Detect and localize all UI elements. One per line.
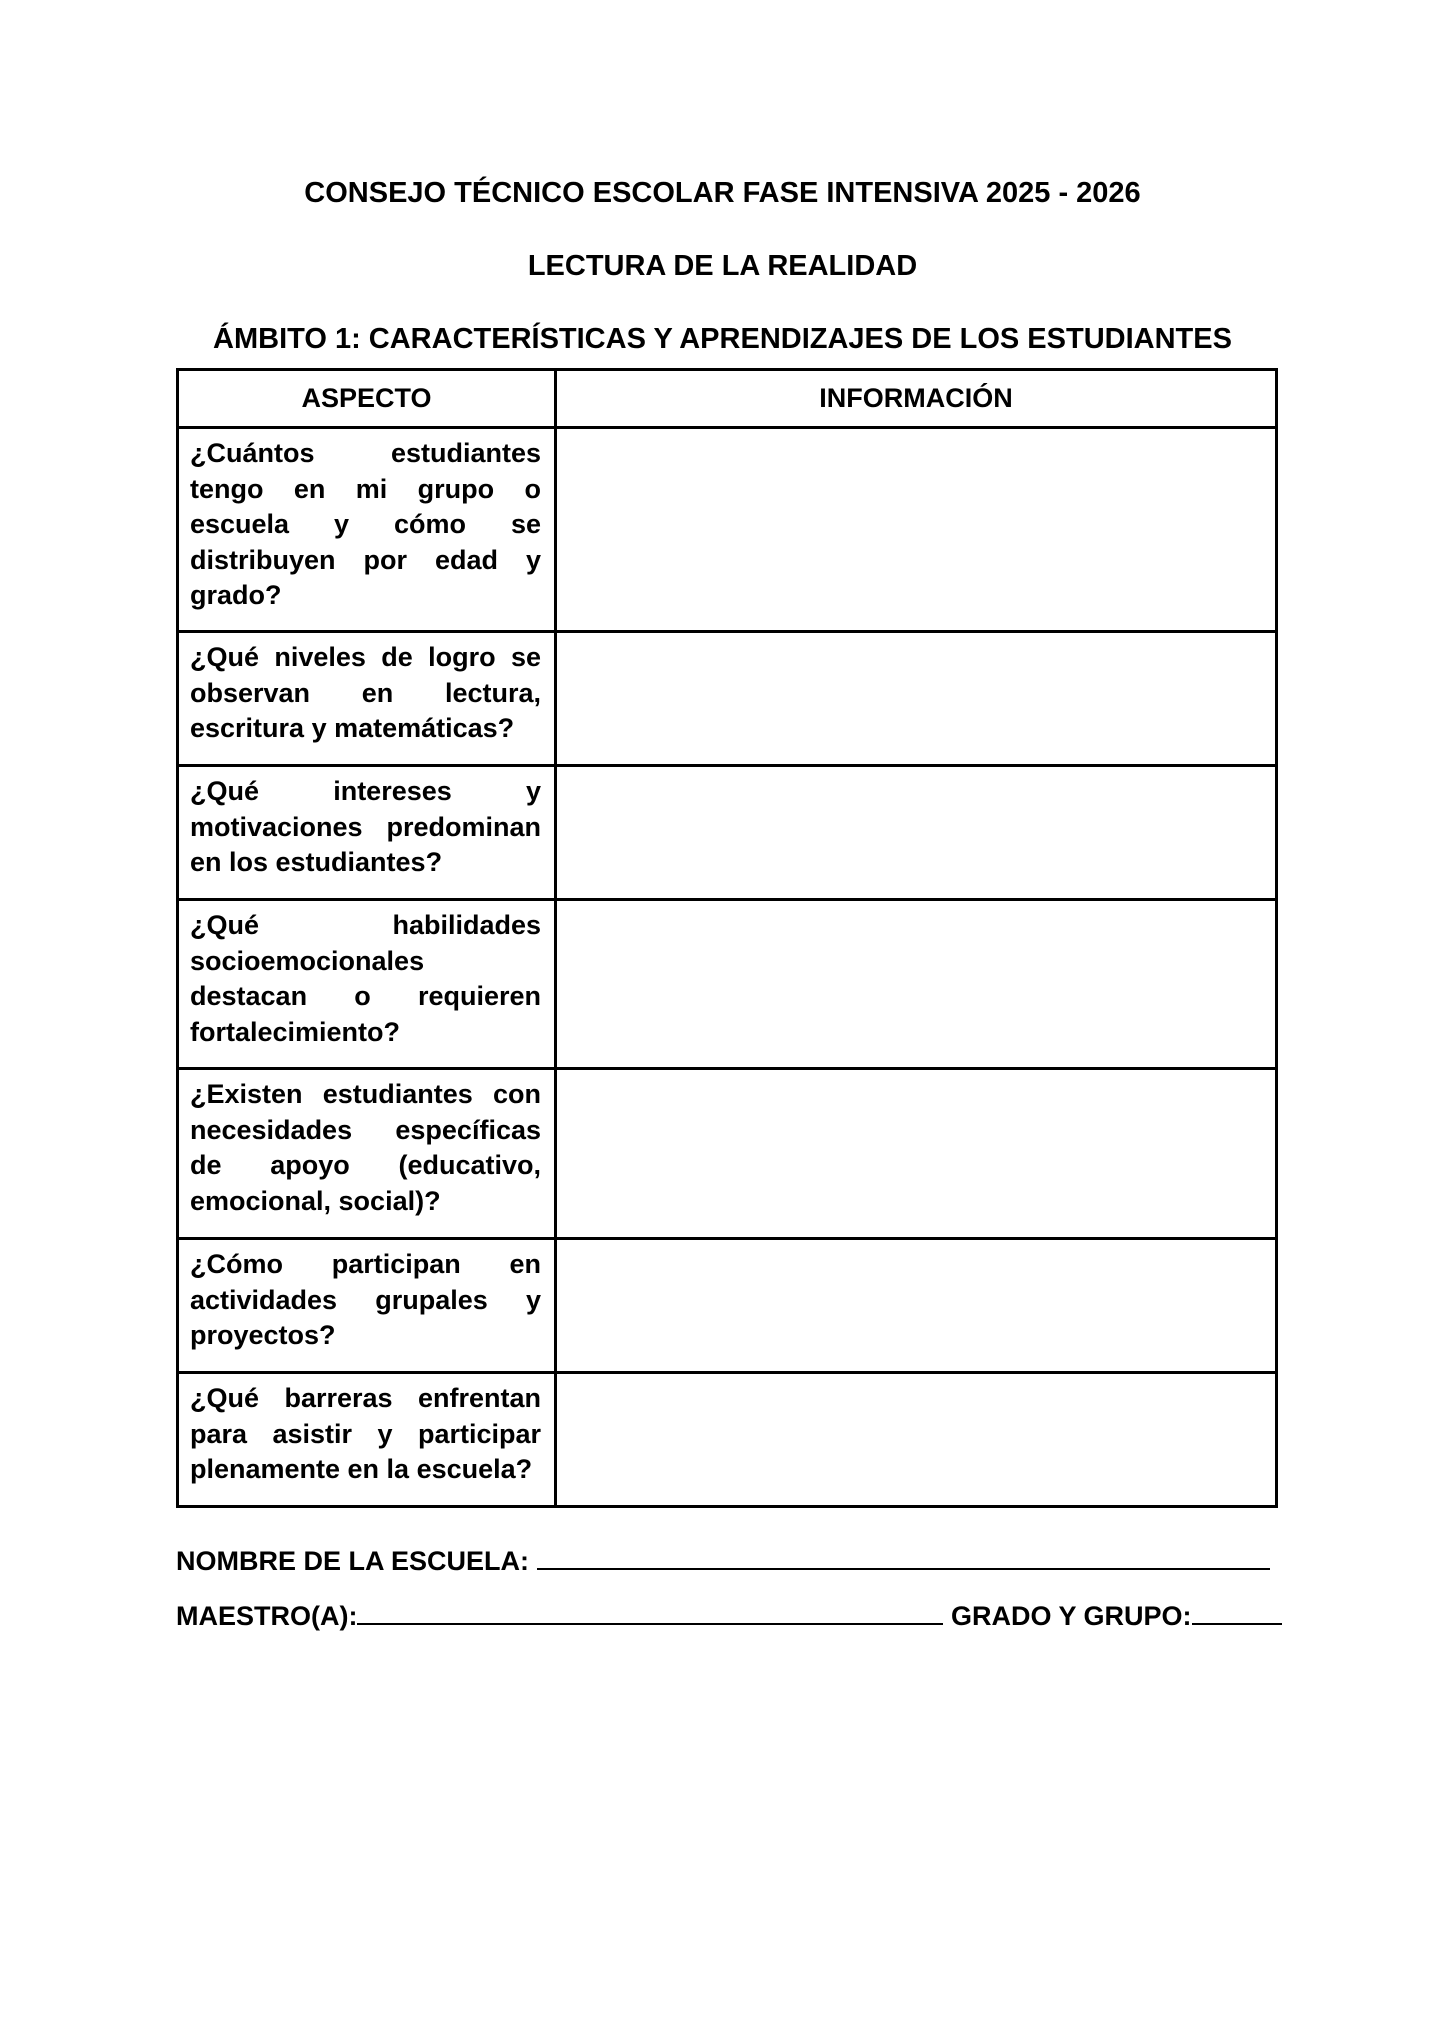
aspect-cell: ¿Cuántos estudiantes tengo en mi grupo o escuela y cómo se distribuyen por edad y grado? xyxy=(178,428,556,632)
info-cell[interactable] xyxy=(556,766,1277,900)
header-aspect: ASPECTO xyxy=(178,370,556,428)
school-name-line xyxy=(176,1542,1270,1577)
aspect-cell: ¿Cómo participan en actividades grupales y proyectos? xyxy=(178,1239,556,1373)
section-heading: ÁMBITO 1: CARACTERÍSTICAS Y APRENDIZAJES DE LOS ESTUDIANTES xyxy=(213,323,1232,355)
document-title: CONSEJO TÉCNICO ESCOLAR FASE INTENSIVA 2025 - 2026 xyxy=(304,177,1141,209)
table-row xyxy=(178,900,1277,1069)
aspect-cell: ¿Qué niveles de logro se observan en lectura, escritura y matemáticas? xyxy=(178,632,556,766)
table-row xyxy=(178,632,1277,766)
table-row xyxy=(178,766,1277,900)
aspect-cell: ¿Qué habilidades socioemocionales destacan o requieren fortalecimiento? xyxy=(178,900,556,1069)
table-row xyxy=(178,1239,1277,1373)
header-info: INFORMACIÓN xyxy=(556,370,1277,428)
teacher-line xyxy=(176,1597,1282,1632)
info-cell[interactable] xyxy=(556,1239,1277,1373)
school-name-field[interactable] xyxy=(537,1542,1270,1570)
table-row xyxy=(178,428,1277,632)
table-row xyxy=(178,1373,1277,1507)
aspect-cell: ¿Qué barreras enfrentan para asistir y participar plenamente en la escuela? xyxy=(178,1373,556,1507)
info-cell[interactable] xyxy=(556,1069,1277,1239)
teacher-field[interactable] xyxy=(357,1597,943,1625)
table-row xyxy=(178,1069,1277,1239)
aspects-table xyxy=(176,368,1278,1508)
teacher-label: MAESTRO(A): xyxy=(176,1601,358,1631)
info-cell[interactable] xyxy=(556,632,1277,766)
info-cell[interactable] xyxy=(556,428,1277,632)
school-name-label: NOMBRE DE LA ESCUELA: xyxy=(176,1546,530,1576)
document-subtitle: LECTURA DE LA REALIDAD xyxy=(527,250,918,282)
grade-group-label: GRADO Y GRUPO: xyxy=(951,1601,1192,1631)
table-header-row xyxy=(178,370,1277,428)
info-cell[interactable] xyxy=(556,900,1277,1069)
aspect-cell: ¿Qué intereses y motivaciones predominan en los estudiantes? xyxy=(178,766,556,900)
aspect-cell: ¿Existen estudiantes con necesidades específicas de apoyo (educativo, emocional, social)? xyxy=(178,1069,556,1239)
grade-group-field[interactable] xyxy=(1192,1597,1282,1625)
info-cell[interactable] xyxy=(556,1373,1277,1507)
